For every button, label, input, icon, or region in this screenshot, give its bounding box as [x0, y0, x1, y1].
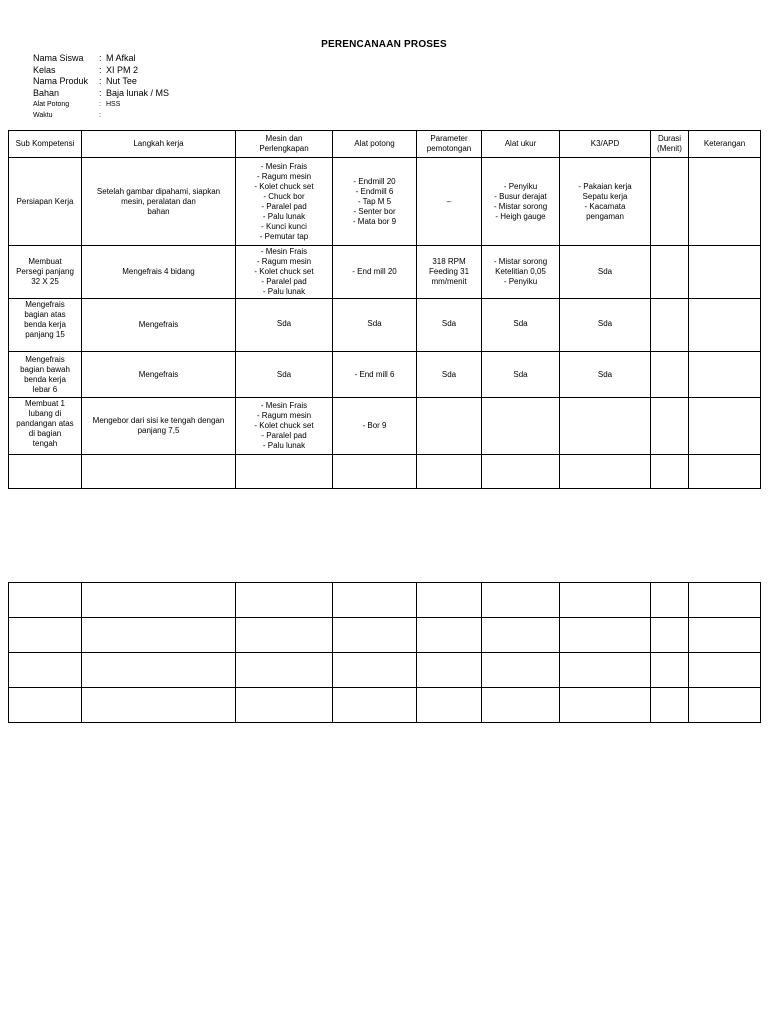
cell-line: bagian bawah: [20, 364, 70, 374]
blank-cell: [689, 583, 761, 618]
blank-cell: [689, 653, 761, 688]
cell-parameter-pemotongan: [417, 352, 482, 398]
header-mesin-perlengkapan: [236, 131, 333, 158]
table-row: [9, 398, 761, 455]
cell-k3-apd: [560, 455, 651, 489]
cell-line: Sda: [441, 319, 457, 328]
cell-mesin-perlengkapan: [236, 455, 333, 489]
info-separator: :: [99, 53, 102, 63]
cell-parameter-pemotongan: [417, 246, 482, 299]
cell-line: Persegi panjang: [16, 267, 74, 276]
cell-alat-ukur: [482, 158, 560, 246]
cell-line: benda kerja: [24, 320, 66, 329]
cell-k3-apd: [560, 299, 651, 352]
cell-line: - End mill 6: [354, 369, 395, 379]
cell-mesin-perlengkapan: [236, 398, 333, 455]
blank-cell: [417, 618, 482, 653]
info-label: Nama Siswa: [33, 53, 84, 63]
header-alat-potong: [333, 131, 417, 158]
cell-line: lubang di: [28, 409, 62, 418]
cell-line: - Mesin Frais: [260, 401, 308, 410]
blank-cell: [333, 583, 417, 618]
process-plan-table: [8, 130, 761, 489]
blank-cell: [82, 618, 236, 653]
cell-line: - Kolet chuck set: [254, 267, 314, 276]
cell-line: Durasi: [657, 134, 682, 143]
cell-line: - Mesin Frais: [260, 247, 308, 256]
cell-line: - Endmill 6: [355, 186, 394, 196]
info-separator: :: [99, 87, 102, 98]
blank-cell: [236, 653, 333, 688]
blank-cell: [689, 618, 761, 653]
cell-line: Ketelitian 0,05: [495, 267, 546, 276]
info-row-nama-siswa: [33, 53, 169, 65]
info-label: Alat Potong: [33, 101, 70, 108]
cell-k3-apd: [560, 158, 651, 246]
cell-alat-potong: [333, 246, 417, 299]
cell-alat-ukur: [482, 246, 560, 299]
cell-k3-apd: [560, 398, 651, 455]
blank-cell: [9, 583, 82, 618]
info-separator: :: [99, 76, 102, 86]
cell-line: Sda: [597, 319, 613, 328]
cell-durasi: [651, 158, 689, 246]
cell-line: K3/APD: [590, 139, 620, 148]
cell-line: Sda: [597, 369, 613, 379]
cell-line: Membuat: [28, 257, 62, 266]
info-label: Kelas: [33, 64, 56, 75]
blank-cell: [651, 583, 689, 618]
cell-line: - Kolet chuck set: [254, 421, 314, 430]
blank-cell: [417, 653, 482, 688]
cell-alat-potong: [333, 398, 417, 455]
cell-langkah-kerja: [82, 299, 236, 352]
cell-line: - Kunci kunci: [261, 221, 307, 231]
cell-keterangan: [689, 455, 761, 489]
info-value: HSS: [106, 101, 121, 108]
cell-line: Feeding 31: [428, 267, 470, 276]
cell-line: Sda: [276, 369, 292, 379]
cell-durasi: [651, 352, 689, 398]
header-durasi: [651, 131, 689, 158]
info-label: Waktu: [33, 112, 53, 119]
blank-cell: [333, 688, 417, 723]
cell-line: panjang 15: [25, 330, 65, 339]
cell-line: pemotongan: [426, 144, 472, 153]
cell-alat-potong: [333, 158, 417, 246]
cell-line: pandangan atas: [16, 419, 74, 428]
table-row: [9, 158, 761, 246]
cell-langkah-kerja: [82, 398, 236, 455]
cell-line: Persiapan Kerja: [16, 196, 74, 206]
cell-mesin-perlengkapan: [236, 352, 333, 398]
blank-cell: [82, 688, 236, 723]
cell-line: Sda: [513, 369, 528, 379]
cell-langkah-kerja: [82, 246, 236, 299]
cell-sub-kompetensi: [9, 398, 82, 455]
cell-mesin-perlengkapan: [236, 158, 333, 246]
blank-cell: [560, 618, 651, 653]
header-langkah-kerja: [82, 131, 236, 158]
cell-line: Sda: [367, 319, 382, 328]
cell-line: - Paralel pad: [261, 431, 307, 440]
header-alat-ukur: [482, 131, 560, 158]
table-row: [9, 455, 761, 489]
cell-durasi: [651, 299, 689, 352]
cell-line: pengaman: [586, 211, 624, 221]
blank-cell: [333, 618, 417, 653]
cell-line: - Tap M 5: [357, 196, 392, 206]
info-value: Nut Tee: [106, 76, 137, 86]
cell-mesin-perlengkapan: [236, 246, 333, 299]
cell-line: - Palu lunak: [262, 287, 306, 296]
table-header-row: [9, 131, 761, 158]
info-row-nama-produk: [33, 76, 169, 88]
cell-langkah-kerja: [82, 158, 236, 246]
cell-line: Mengefrais: [25, 354, 65, 364]
blank-cell: [333, 653, 417, 688]
blank-cell: [482, 618, 560, 653]
blank-cell: [236, 618, 333, 653]
cell-line: Sepatu kerja: [582, 191, 628, 201]
info-row-kelas: [33, 65, 169, 77]
cell-line: - Paralel pad: [261, 277, 307, 286]
cell-line: Keterangan: [703, 139, 746, 148]
cell-line: Mengefrais: [25, 300, 65, 309]
info-label: Bahan: [33, 87, 60, 98]
blank-row: [9, 583, 761, 618]
blank-cell: [9, 618, 82, 653]
blank-cell: [82, 653, 236, 688]
cell-line: 32 X 25: [31, 277, 59, 286]
blank-cell: [689, 688, 761, 723]
cell-line: - Mistar sorong: [493, 257, 548, 266]
cell-line: - Senter bor: [353, 206, 396, 216]
cell-keterangan: [689, 398, 761, 455]
info-separator: :: [99, 101, 101, 108]
blank-cell: [417, 583, 482, 618]
cell-sub-kompetensi: [9, 246, 82, 299]
cell-line: Perlengkapan: [259, 144, 309, 153]
cell-sub-kompetensi: [9, 299, 82, 352]
cell-line: - Ragum mesin: [256, 171, 312, 181]
cell-line: Sda: [513, 319, 528, 328]
blank-row: [9, 688, 761, 723]
cell-line: - Mata bor 9: [352, 216, 397, 226]
header-parameter-pemotongan: [417, 131, 482, 158]
cell-line: - Palu lunak: [262, 441, 306, 450]
cell-line: lebar 6: [32, 384, 58, 394]
cell-line: Mesin dan: [265, 134, 303, 143]
cell-line: - Busur derajat: [494, 191, 547, 201]
cell-line: bahan: [147, 206, 170, 216]
cell-line: panjang 7,5: [137, 426, 180, 435]
blank-cell: [560, 688, 651, 723]
cell-line: Alat ukur: [504, 139, 537, 148]
cell-line: - Paralel pad: [261, 201, 307, 211]
cell-alat-ukur: [482, 455, 560, 489]
cell-line: Membuat 1: [24, 399, 66, 408]
cell-line: tengah: [32, 439, 58, 448]
cell-mesin-perlengkapan: [236, 299, 333, 352]
blank-cell: [651, 618, 689, 653]
cell-line: Sda: [276, 319, 292, 328]
cell-line: Sub Kompetensi: [15, 139, 75, 148]
blank-cell: [560, 653, 651, 688]
cell-line: mm/menit: [431, 277, 467, 286]
cell-parameter-pemotongan: [417, 455, 482, 489]
cell-line: - Penyiku: [503, 277, 538, 286]
cell-line: bagian atas: [24, 310, 66, 319]
cell-line: 318 RPM: [432, 257, 466, 266]
cell-line: Mengefrais 4 bidang: [122, 267, 195, 276]
header-keterangan: [689, 131, 761, 158]
table-row: [9, 352, 761, 398]
header-k3-apd: [560, 131, 651, 158]
cell-line: - Ragum mesin: [256, 257, 312, 266]
cell-alat-ukur: [482, 299, 560, 352]
blank-cell: [236, 688, 333, 723]
cell-line: - Mistar sorong: [493, 201, 548, 211]
cell-line: - Mesin Frais: [260, 161, 308, 171]
blank-cell: [560, 583, 651, 618]
cell-k3-apd: [560, 352, 651, 398]
cell-line: - Chuck bor: [263, 191, 305, 201]
cell-line: Parameter: [430, 134, 468, 143]
blank-cell: [482, 653, 560, 688]
cell-sub-kompetensi: [9, 158, 82, 246]
cell-line: - Ragum mesin: [256, 411, 312, 420]
cell-line: benda kerja: [24, 374, 66, 384]
cell-parameter-pemotongan: [417, 299, 482, 352]
info-separator: :: [99, 112, 101, 119]
cell-durasi: [651, 398, 689, 455]
cell-line: Langkah kerja: [133, 139, 184, 148]
cell-durasi: [651, 455, 689, 489]
cell-keterangan: [689, 352, 761, 398]
cell-line: - Palu lunak: [262, 211, 306, 221]
info-separator: :: [99, 64, 102, 75]
cell-k3-apd: [560, 246, 651, 299]
page-title: PERENCANAAN PROSES: [321, 39, 447, 50]
cell-parameter-pemotongan: [417, 398, 482, 455]
cell-line: - Kolet chuck set: [254, 181, 314, 191]
cell-langkah-kerja: [82, 352, 236, 398]
blank-table: [8, 582, 761, 723]
info-row-bahan: [33, 88, 169, 100]
blank-cell: [9, 653, 82, 688]
blank-cell: [236, 583, 333, 618]
cell-langkah-kerja: [82, 455, 236, 489]
cell-line: Mengefrais: [138, 369, 179, 379]
cell-keterangan: [689, 299, 761, 352]
cell-sub-kompetensi: [9, 352, 82, 398]
cell-line: Mengebor dari sisi ke tengah dengan: [92, 416, 225, 425]
info-row-alat-potong: [33, 99, 169, 110]
cell-line: - Bor 9: [362, 421, 387, 430]
cell-line: - Pemutar tap: [259, 231, 309, 241]
blank-cell: [482, 688, 560, 723]
table-row: [9, 299, 761, 352]
cell-alat-ukur: [482, 398, 560, 455]
student-info: [33, 53, 169, 121]
blank-cell: [9, 688, 82, 723]
cell-alat-potong: [333, 299, 417, 352]
info-label: Nama Produk: [33, 76, 89, 86]
cell-line: - End mill 20: [352, 267, 397, 276]
cell-line: di bagian: [28, 429, 62, 438]
blank-cell: [651, 688, 689, 723]
cell-keterangan: [689, 246, 761, 299]
cell-alat-ukur: [482, 352, 560, 398]
cell-line: –: [446, 196, 452, 206]
header-sub-kompetensi: [9, 131, 82, 158]
cell-parameter-pemotongan: [417, 158, 482, 246]
cell-line: - Pakaian kerja: [578, 181, 632, 191]
blank-cell: [82, 583, 236, 618]
table-row: [9, 246, 761, 299]
cell-line: Setelah gambar dipahami, siapkan: [96, 186, 221, 196]
blank-cell: [417, 688, 482, 723]
cell-line: - Penyiku: [503, 181, 538, 191]
cell-line: Mengefrais: [138, 320, 179, 329]
cell-line: (Menit): [657, 144, 682, 153]
blank-row: [9, 618, 761, 653]
info-value: Baja lunak / MS: [106, 87, 170, 98]
cell-line: Alat potong: [354, 139, 395, 148]
blank-cell: [651, 653, 689, 688]
cell-durasi: [651, 246, 689, 299]
cell-line: Sda: [597, 267, 613, 276]
cell-line: - Heigh gauge: [495, 211, 546, 221]
cell-alat-potong: [333, 455, 417, 489]
cell-line: Sda: [441, 369, 457, 379]
cell-line: - Kacamata: [584, 201, 626, 211]
info-value: XI PM 2: [106, 64, 139, 75]
cell-sub-kompetensi: [9, 455, 82, 489]
info-value: M Afkal: [106, 53, 136, 63]
cell-line: mesin, peralatan dan: [121, 196, 196, 206]
cell-line: - Endmill 20: [353, 176, 396, 186]
cell-keterangan: [689, 158, 761, 246]
blank-cell: [482, 583, 560, 618]
blank-row: [9, 653, 761, 688]
info-row-waktu: [33, 110, 169, 121]
cell-alat-potong: [333, 352, 417, 398]
